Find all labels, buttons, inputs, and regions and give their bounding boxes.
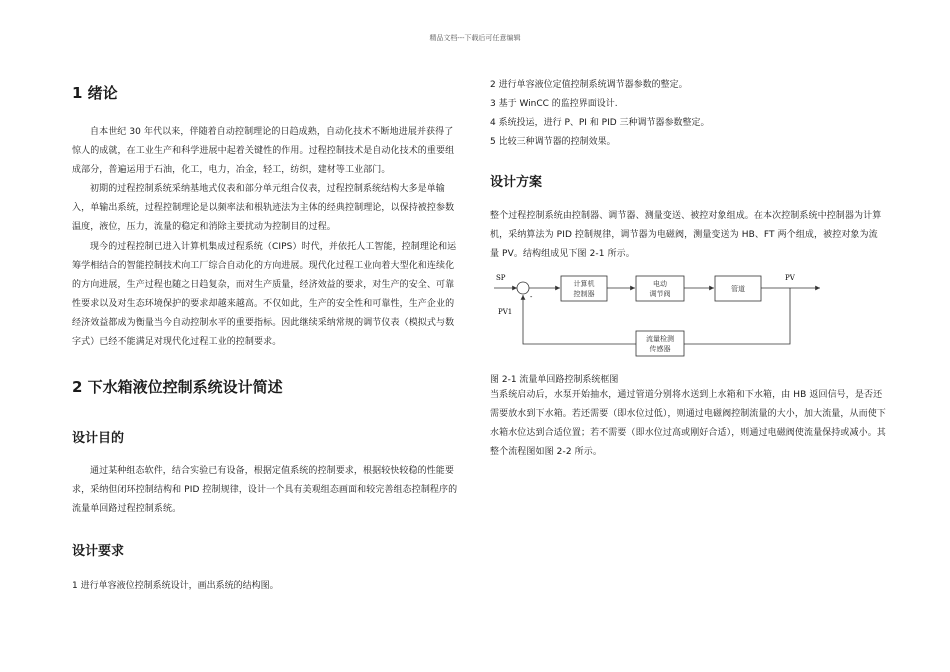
diagram-label-sp: SP	[496, 274, 506, 282]
intro-paragraph-1: 自本世纪 30 年代以来，伴随着自动控制理论的日趋成熟，自动化技术不断地进展并获得了惊人的成就，在工业生产和科学进展中起着关键性的作用。过程控制技术是自动化技术的重要组成部分，普遍运用于石油，化工，电力，冶金，轻工，纺织，建材等工业部门。	[72, 127, 455, 175]
page-header: 精品文档---下载后可任意编辑	[429, 34, 521, 42]
pipe-label: 管道	[731, 285, 745, 293]
flow-control-block-diagram	[490, 266, 890, 368]
sensor-label-2: 传感器	[649, 345, 671, 353]
diagram-label-pv1: PV1	[498, 308, 513, 316]
figure-caption: 图 2-1 流量单回路控制系统框图	[490, 375, 619, 385]
startup-description-paragraph: 当系统启动后，水泵开始抽水，通过管道分别将水送到上水箱和下水箱，由 HB 返回信号，是否还需要放水到下水箱。若还需要（即水位过低），则通过电磁阀控制流量的大小，加大流量，从而使下水箱水位达到合适位置；若不需要（即水位过高或刚好合适），则通过电磁阀使流量保持或减小。其整个流程图如图 2-2 所示。	[490, 390, 886, 457]
section-title-intro: 1 绪论	[72, 84, 118, 102]
requirement-1: 1 进行单容液位控制系统设计，画出系统的结构图。	[72, 581, 279, 591]
intro-paragraph-3: 现今的过程控制已进入计算机集成过程系统（CIPS）时代，并依托人工智能，控制理论和运筹学相结合的智能控制技术向工厂综合自动化的方向进展。现代化过程工业向着大型化和连续化的方向进展，生产过程也随之日趋复杂，而对生产质量，经济效益的要求，对生产的安全、可靠性要求以及对生态环境保护的要求却越来越高。不仅如此，生产的安全性和可靠性，生产企业的经济效益都成为衡量当今自动控制水平的重要指标。因此继续采纳常规的调节仪表（模拟式与数字式）已经不能满足对现代化过程工业的控制要求。	[72, 242, 457, 347]
requirement-3: 3 基于 WinCC 的监控界面设计.	[490, 99, 618, 109]
heading-design-plan: 设计方案	[490, 175, 543, 190]
diagram-label-minus: -	[530, 293, 533, 301]
requirement-2: 2 进行单容液位定值控制系统调节器参数的整定。	[490, 80, 688, 90]
feedback-line-left	[523, 295, 636, 344]
requirement-5: 5 比较三种调节器的控制效果。	[490, 137, 616, 147]
section-title-design: 2 下水箱液位控制系统设计简述	[72, 378, 283, 396]
heading-design-requirements: 设计要求	[72, 544, 125, 559]
requirement-4: 4 系统投运，进行 P、PI 和 PID 三种调节器参数整定。	[490, 118, 710, 128]
design-plan-paragraph: 整个过程控制系统由控制器、调节器、测量变送、被控对象组成。在本次控制系统中控制器为计算机，采纳算法为 PID 控制规律，调节器为电磁阀，测量变送为 HB、FT 两个组成，被控对象为流量 PV。结构组成见下图 2-1 所示。	[490, 211, 882, 259]
valve-label-2: 调节阀	[649, 290, 671, 298]
heading-design-goal: 设计目的	[72, 431, 125, 446]
controller-label-2: 控制器	[573, 290, 595, 298]
sensor-label-1: 流量检测	[646, 335, 674, 343]
controller-label-1: 计算机	[573, 280, 595, 288]
summing-junction	[517, 282, 529, 294]
intro-paragraph-2: 初期的过程控制系统采纳基地式仪表和部分单元组合仪表，过程控制系统结构大多是单输入，单输出系统，过程控制理论是以频率法和根轨迹法为主体的经典控制理论，以保持被控参数温度，液位，压力，流量的稳定和消除主要扰动为控制目的过程。	[72, 184, 455, 232]
design-goal-paragraph: 通过某种组态软件，结合实验已有设备，根据定值系统的控制要求，根据较快较稳的性能要求，采纳但闭环控制结构和 PID 控制规律，设计一个具有美观组态画面和较完善组态控制程序的流量单回路过程控制系统。	[72, 466, 458, 514]
valve-label-1: 电动	[653, 280, 667, 288]
diagram-label-pv: PV	[785, 274, 795, 282]
